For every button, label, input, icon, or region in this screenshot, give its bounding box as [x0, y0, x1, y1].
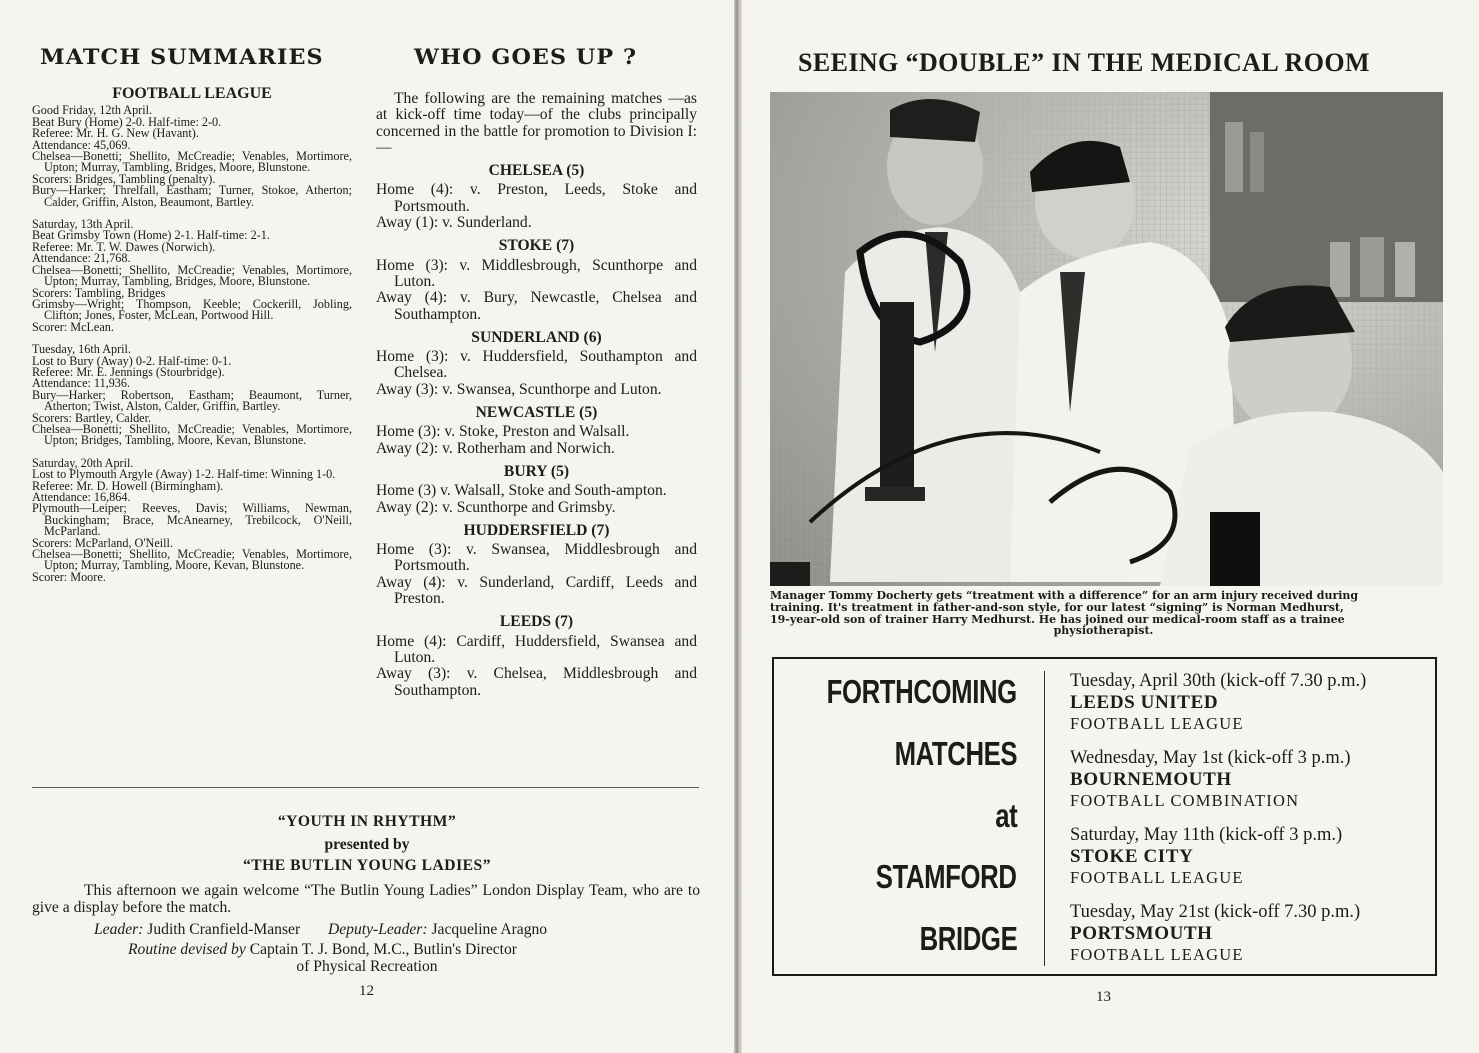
fixture-date: Tuesday, May 21st (kick-off 7.30 p.m.) — [1070, 902, 1361, 922]
match-info-line: Referee: Mr. H. G. New (Havant). — [32, 126, 199, 141]
club-away-fixtures: Away (3): v. Swansea, Scunthorpe and Luton. — [376, 380, 662, 398]
match-info-line: Lost to Bury (Away) 0-2. Half-time: 0-1. — [32, 353, 232, 368]
forthcoming-line-3: at — [994, 797, 1017, 834]
who-goes-up-column — [376, 91, 697, 699]
club-heading: BURY (5) — [503, 462, 570, 480]
forthcoming-matches-box — [772, 657, 1437, 976]
forthcoming-line-2: MATCHES — [894, 735, 1017, 772]
club-home-fixtures: Home (3): v. Middlesbrough, Scunthorpe and Luton. — [376, 256, 697, 290]
fixture-team: PORTSMOUTH — [1070, 923, 1213, 944]
lineup-line: Chelsea—Bonetti; Shellito, McCreadie; Venables, Mortimore, Upton; Murray, Tambling, Bridges, Moore, Blunstone. — [32, 149, 352, 175]
match-info-line: Good Friday, 12th April. — [32, 103, 153, 118]
forthcoming-line-5: BRIDGE — [919, 920, 1017, 957]
club-heading: CHELSEA (5) — [488, 162, 585, 180]
lineup-line: Grimsby—Wright; Thompson, Keeble; Cockerill, Jobling, Clifton; Jones, Foster, McLean, Portwood Hill. — [32, 296, 352, 323]
who-goes-up-intro: The following are the remaining matches —as at kick-off time today—of the clubs principally concerned in the battle for promotion to Division I:— — [376, 90, 697, 156]
leader-line — [94, 921, 547, 939]
who-goes-up-heading: WHO GOES UP ? — [414, 44, 638, 69]
lineup-line: Bury—Harker; Threlfall, Eastham; Turner, Stokoe, Atherton; Calder, Griffin, Alston, Beaumont, Bartley. — [32, 183, 352, 209]
club-heading: HUDDERSFIELD (7) — [463, 521, 610, 539]
book-spine — [734, 0, 742, 1053]
fixture-competition: FOOTBALL LEAGUE — [1070, 945, 1244, 964]
fixture-date: Tuesday, April 30th (kick-off 7.30 p.m.) — [1070, 671, 1367, 691]
match-summaries-column — [32, 85, 352, 584]
lineup-line: Plymouth—Leiper; Reeves, Davis; Williams, Newman, Buckingham; Brace, McAnearney, Trebilcock, O'Neill, McParland. — [32, 501, 352, 539]
lineup-line: Scorers: Bridges, Tambling (penalty). — [32, 171, 216, 186]
fixture-competition: FOOTBALL LEAGUE — [1070, 714, 1244, 733]
fixture-competition: FOOTBALL LEAGUE — [1070, 868, 1244, 887]
fixture-team: BOURNEMOUTH — [1070, 769, 1232, 790]
fixture-date: Saturday, May 11th (kick-off 3 p.m.) — [1070, 825, 1343, 845]
deputy-name: Jacqueline Aragno — [431, 921, 548, 938]
forthcoming-line-1: FORTHCOMING — [826, 673, 1017, 710]
leader-name: Judith Cranfield-Manser — [147, 921, 301, 938]
photo-illustration — [770, 92, 1443, 586]
caption-line-4: physiotherapist. — [1053, 624, 1154, 638]
lineup-line: Scorers: McParland, O'Neill. — [32, 535, 173, 550]
club-away-fixtures: Away (4): v. Bury, Newcastle, Chelsea and Southampton. — [376, 289, 697, 323]
fixture-team: STOKE CITY — [1070, 846, 1194, 867]
routine-label: Routine devised by — [128, 941, 246, 958]
page-number-12: 12 — [359, 983, 374, 999]
match-info-line: Attendance: 16,864. — [32, 490, 131, 504]
match-info-line: Saturday, 13th April. — [32, 217, 134, 232]
match-info-line: Referee: Mr. E. Jennings (Stourbridge). — [32, 364, 225, 379]
page-number-13: 13 — [1096, 989, 1111, 1005]
fixture-team: LEEDS UNITED — [1070, 692, 1219, 713]
lineup-line: Scorer: Moore. — [32, 569, 106, 584]
medical-room-photo — [770, 92, 1443, 586]
club-away-fixtures: Away (3): v. Chelsea, Middlesbrough and Southampton. — [376, 665, 697, 699]
routine-by: Captain T. J. Bond, M.C., Butlin's Director — [249, 941, 518, 958]
football-league-heading: FOOTBALL LEAGUE — [112, 85, 272, 102]
lineup-line: Scorer: McLean. — [32, 319, 114, 334]
club-home-fixtures: Home (3): v. Swansea, Middlesbrough and Portsmouth. — [376, 541, 697, 575]
leader-label: Leader: — [94, 921, 144, 938]
match-info-line: Attendance: 45,069. — [32, 137, 131, 152]
match-info-line: Lost to Plymouth Argyle (Away) 1-2. Half-time: Winning 1-0. — [32, 467, 336, 482]
club-heading: LEEDS (7) — [499, 613, 574, 631]
lineup-line: Scorers: Tambling, Bridges — [32, 285, 166, 300]
presented-by: presented by — [324, 836, 410, 853]
deputy-label: Deputy-Leader: — [327, 921, 428, 938]
youth-title: “YOUTH IN RHYTHM” — [277, 813, 457, 830]
routine-line — [128, 941, 517, 959]
lineup-line: Chelsea—Bonetti; Shellito, McCreadie; Venables, Mortimore, Upton; Bridges, Tambling, Moore, Kevan, Blunstone. — [32, 421, 352, 448]
fixture-date: Wednesday, May 1st (kick-off 3 p.m.) — [1070, 748, 1351, 768]
match-info-line: Referee: Mr. D. Howell (Birmingham). — [32, 478, 224, 493]
routine-line-2: of Physical Recreation — [296, 958, 438, 975]
match-info-line: Attendance: 21,768. — [32, 251, 131, 266]
medical-room-title: SEEING “DOUBLE” IN THE MEDICAL ROOM — [798, 48, 1370, 77]
lineup-line: Chelsea—Bonetti; Shellito, McCreadie; Venables, Mortimore, Upton; Murray, Tambling, Moore, Kevan, Blunstone. — [32, 547, 352, 573]
fixture-1 — [1070, 671, 1430, 734]
youth-body: This afternoon we again welcome “The Butlin Young Ladies” London Display Team, who are to give a display before the match. — [32, 882, 700, 916]
forthcoming-line-4: STAMFORD — [876, 858, 1017, 895]
section-divider — [32, 787, 699, 788]
match-info-line: Saturday, 20th April. — [32, 455, 134, 470]
lineup-line: Chelsea—Bonetti; Shellito, McCreadie; Venables, Mortimore, Upton; Murray, Tambling, Bridges, Moore, Blunstone. — [32, 262, 352, 289]
club-home-fixtures: Home (3) v. Walsall, Stoke and South-ampton. — [376, 482, 667, 500]
club-home-fixtures: Home (3): v. Stoke, Preston and Walsall. — [376, 423, 630, 441]
lineup-line: Scorers: Bartley, Calder. — [32, 410, 152, 425]
match-info-line: Referee: Mr. T. W. Dawes (Norwich). — [32, 239, 216, 254]
club-away-fixtures: Away (1): v. Sunderland. — [376, 214, 532, 232]
club-home-fixtures: Home (3): v. Huddersfield, Southampton and Chelsea. — [376, 348, 697, 382]
club-home-fixtures: Home (4): Cardiff, Huddersfield, Swansea and Luton. — [376, 632, 697, 666]
caption-line-3: 19-year-old son of trainer Harry Medhurst. He has joined our medical-room staff as a trainee — [770, 612, 1345, 626]
fixture-3 — [1070, 825, 1430, 888]
match-info-line: Attendance: 11,936. — [32, 376, 131, 391]
club-away-fixtures: Away (4): v. Sunderland, Cardiff, Leeds and Preston. — [376, 573, 697, 608]
photo-caption — [770, 590, 1437, 637]
club-away-fixtures: Away (2): v. Rotherham and Norwich. — [376, 439, 615, 457]
club-heading: SUNDERLAND (6) — [471, 328, 602, 346]
match-info-line: Beat Bury (Home) 2-0. Half-time: 2-0. — [32, 114, 222, 129]
box-divider — [1044, 671, 1045, 966]
fixture-4 — [1070, 902, 1430, 965]
fixture-2 — [1070, 748, 1430, 811]
club-heading: STOKE (7) — [498, 237, 575, 255]
club-away-fixtures: Away (2): v. Scunthorpe and Grimsby. — [376, 498, 616, 516]
group-name: “THE BUTLIN YOUNG LADIES” — [242, 857, 492, 874]
fixture-competition: FOOTBALL COMBINATION — [1070, 791, 1300, 810]
caption-line-1: Manager Tommy Docherty gets “treatment with a difference” for an arm injury received during — [770, 589, 1359, 602]
club-home-fixtures: Home (4): v. Preston, Leeds, Stoke and Portsmouth. — [376, 181, 697, 215]
caption-line-2: training. It's treatment in father-and-son style, for our latest “signing” is Norman Medhurst, — [770, 600, 1344, 614]
match-summaries-heading: MATCH SUMMARIES — [40, 44, 324, 69]
match-info-line: Tuesday, 16th April. — [32, 342, 131, 357]
lineup-line: Bury—Harker; Robertson, Eastham; Beaumont, Turner, Atherton; Twist, Alston, Calder, Griffin, Bartley. — [32, 387, 352, 414]
match-info-line: Beat Grimsby Town (Home) 2-1. Half-time: 2-1. — [32, 228, 270, 243]
club-heading: NEWCASTLE (5) — [475, 404, 598, 422]
